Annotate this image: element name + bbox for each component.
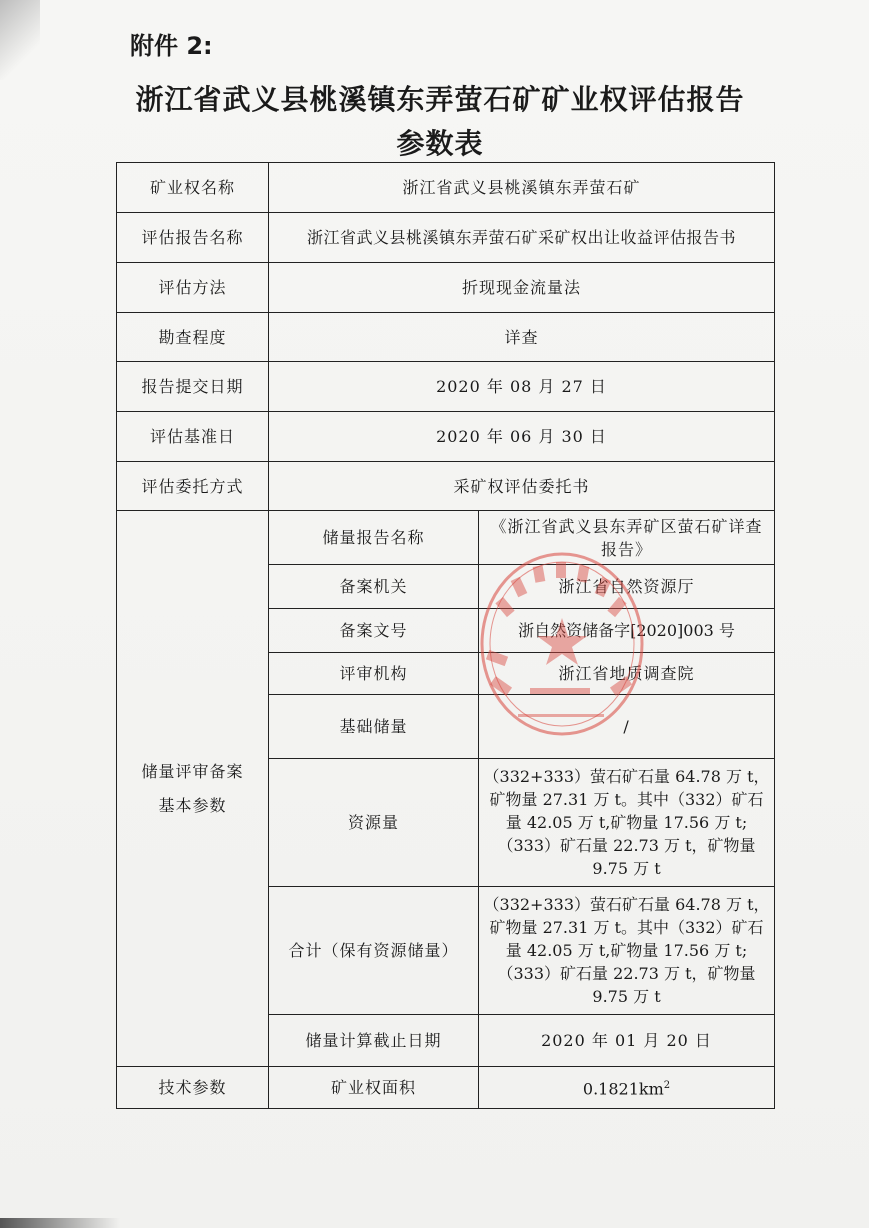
- sub-label: 矿业权面积: [269, 1067, 479, 1109]
- table-row: [117, 362, 775, 412]
- sub-label: 基础储量: [269, 695, 479, 759]
- sub-value: 浙自然资储备字[2020]003 号: [479, 609, 775, 653]
- sub-label: 资源量: [269, 759, 479, 887]
- scan-shadow: [0, 0, 40, 80]
- row-value: 采矿权评估委托书: [269, 462, 775, 511]
- table-row: [117, 412, 775, 462]
- table-row: [117, 462, 775, 511]
- row-label: 评估方法: [117, 263, 269, 313]
- sub-label: 备案文号: [269, 609, 479, 653]
- table-row: [117, 213, 775, 263]
- parameter-table: [116, 162, 775, 1109]
- sub-label: 储量报告名称: [269, 511, 479, 565]
- sub-label: 储量计算截止日期: [269, 1015, 479, 1067]
- sub-value: 浙江省地质调查院: [479, 653, 775, 695]
- area-unit-superscript: 2: [663, 1080, 671, 1092]
- row-value: 2020 年 06 月 30 日: [269, 412, 775, 462]
- section-label: 储量评审备案基本参数: [117, 511, 269, 1067]
- sub-label: 备案机关: [269, 565, 479, 609]
- table-row: [117, 163, 775, 213]
- sub-value: 2020 年 01 月 20 日: [479, 1015, 775, 1067]
- sub-value: [479, 1067, 775, 1109]
- row-label: 评估委托方式: [117, 462, 269, 511]
- sub-value: （332+333）萤石矿石量 64.78 万 t，矿物量 27.31 万 t。其中（332）矿石量 42.05 万 t,矿物量 17.56 万 t;（333）矿石量 22.73 万 t，矿物量 9.75 万 t: [479, 759, 775, 887]
- page-title: 浙江省武义县桃溪镇东弄萤石矿矿业权评估报告: [135, 83, 745, 116]
- row-value: 折现现金流量法: [269, 263, 775, 313]
- section-label: 技术参数: [117, 1067, 269, 1109]
- row-value: 浙江省武义县桃溪镇东弄萤石矿采矿权出让收益评估报告书: [269, 213, 775, 263]
- sub-label: 评审机构: [269, 653, 479, 695]
- sub-value: （332+333）萤石矿石量 64.78 万 t，矿物量 27.31 万 t。其中（332）矿石量 42.05 万 t,矿物量 17.56 万 t;（333）矿石量 22.73 万 t，矿物量 9.75 万 t: [479, 887, 775, 1015]
- row-value: 2020 年 08 月 27 日: [269, 362, 775, 412]
- row-label: 矿业权名称: [117, 163, 269, 213]
- row-label: 报告提交日期: [117, 362, 269, 412]
- page-subtitle: 参数表: [396, 127, 484, 160]
- table-row: [117, 1067, 775, 1109]
- table-row: [117, 511, 775, 565]
- sub-value: /: [479, 695, 775, 759]
- row-label: 评估报告名称: [117, 213, 269, 263]
- sub-value: 浙江省自然资源厅: [479, 565, 775, 609]
- attachment-label: 附件 2:: [130, 32, 213, 60]
- row-value: 详查: [269, 313, 775, 362]
- sub-label: 合计（保有资源储量）: [269, 887, 479, 1015]
- area-value: 0.1821km: [582, 1079, 664, 1099]
- scan-shadow: [0, 1218, 120, 1228]
- row-label: 评估基准日: [117, 412, 269, 462]
- row-value: 浙江省武义县桃溪镇东弄萤石矿: [269, 163, 775, 213]
- row-label: 勘查程度: [117, 313, 269, 362]
- table-row: [117, 263, 775, 313]
- sub-value: 《浙江省武义县东弄矿区萤石矿详查报告》: [479, 511, 775, 565]
- table-row: [117, 313, 775, 362]
